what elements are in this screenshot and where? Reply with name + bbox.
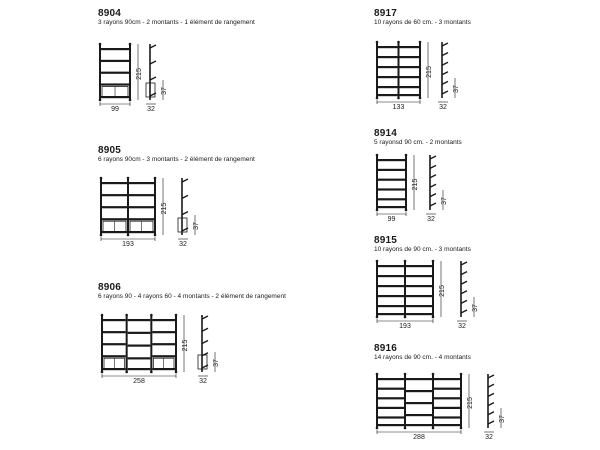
width-label: 288 <box>413 434 425 441</box>
side-bracket <box>488 375 494 378</box>
upright-foot <box>460 427 463 430</box>
width-label: 193 <box>399 323 411 330</box>
shelf <box>378 407 404 409</box>
height-label: 215 <box>439 285 446 297</box>
storage-height-label: 37 <box>161 87 168 95</box>
shelf <box>378 378 404 380</box>
depth-label: 32 <box>147 106 155 113</box>
height-label: 215 <box>161 202 168 215</box>
shelf <box>406 424 432 426</box>
side-bracket <box>488 421 494 424</box>
width-label: 258 <box>133 378 145 385</box>
shelf <box>378 397 404 399</box>
product-description: 10 rayons de 90 cm. - 3 montants <box>374 246 471 253</box>
upright-foot <box>404 427 407 430</box>
shelf <box>406 402 432 404</box>
height-label: 215 <box>412 178 419 191</box>
height-label: 215 <box>136 68 143 80</box>
upright <box>460 374 462 428</box>
product-code: 8906 <box>98 282 122 293</box>
product-description: 6 rayons 90cm - 3 montants - 2 élément de rangement <box>98 156 255 163</box>
shelf <box>406 414 432 416</box>
side-upright <box>487 374 489 428</box>
side-bracket <box>488 393 494 396</box>
depth-label: 32 <box>427 216 435 223</box>
upright-cap <box>376 373 379 376</box>
upright-cap <box>404 373 407 376</box>
depth-label: 32 <box>485 434 493 441</box>
depth-label: 32 <box>439 104 447 111</box>
height-label: 215 <box>426 66 433 78</box>
product-description: 6 rayons 90 - 4 rayons 60 - 4 montants - 2 élément de rangement <box>98 293 286 300</box>
upright-cap <box>460 373 463 376</box>
product-code: 8914 <box>374 128 398 139</box>
product-code: 8915 <box>374 235 398 246</box>
height-label: 215 <box>182 339 189 352</box>
product-code: 8917 <box>374 8 398 19</box>
width-label: 133 <box>392 104 405 111</box>
width-label: 99 <box>387 216 396 223</box>
shelf <box>434 397 460 399</box>
shelf <box>378 416 404 418</box>
side-bracket <box>488 412 494 415</box>
upright <box>404 374 406 428</box>
upright-cap <box>432 373 435 376</box>
product-code: 8905 <box>98 145 122 156</box>
storage-height-label: 37 <box>213 359 220 367</box>
shelf <box>378 388 404 390</box>
upright-foot <box>432 427 435 430</box>
product-description: 14 rayons de 90 cm. - 4 montants <box>374 354 471 361</box>
upright <box>432 374 434 428</box>
height-label: 215 <box>467 397 474 409</box>
product-description: 10 rayons de 60 cm. - 3 montants <box>374 19 471 26</box>
depth-label: 32 <box>199 378 207 385</box>
product-code: 8916 <box>374 343 398 354</box>
depth-label: 32 <box>179 241 187 248</box>
storage-height-label: 37 <box>453 85 460 93</box>
shelf <box>378 424 404 426</box>
depth-label: 32 <box>458 323 466 330</box>
shelf <box>434 407 460 409</box>
product-description: 5 rayonsd 90 cm. - 2 montants <box>374 139 462 146</box>
width-label: 99 <box>111 106 119 113</box>
side-bracket <box>488 384 494 387</box>
storage-height-label: 37 <box>472 304 479 312</box>
upright <box>376 374 378 428</box>
width-label: 193 <box>122 241 134 248</box>
storage-height-label: 37 <box>499 415 506 423</box>
shelf <box>406 378 432 380</box>
product-code: 8904 <box>98 8 122 19</box>
shelf <box>434 388 460 390</box>
side-bracket <box>488 403 494 406</box>
shelf <box>434 416 460 418</box>
shelf <box>434 378 460 380</box>
shelf <box>406 390 432 392</box>
product-description: 3 rayons 90cm - 2 montants - 1 élément de rangement <box>98 19 255 26</box>
shelf <box>434 424 460 426</box>
upright-foot <box>376 427 379 430</box>
storage-height-label: 37 <box>193 222 200 230</box>
storage-height-label: 37 <box>441 197 448 205</box>
